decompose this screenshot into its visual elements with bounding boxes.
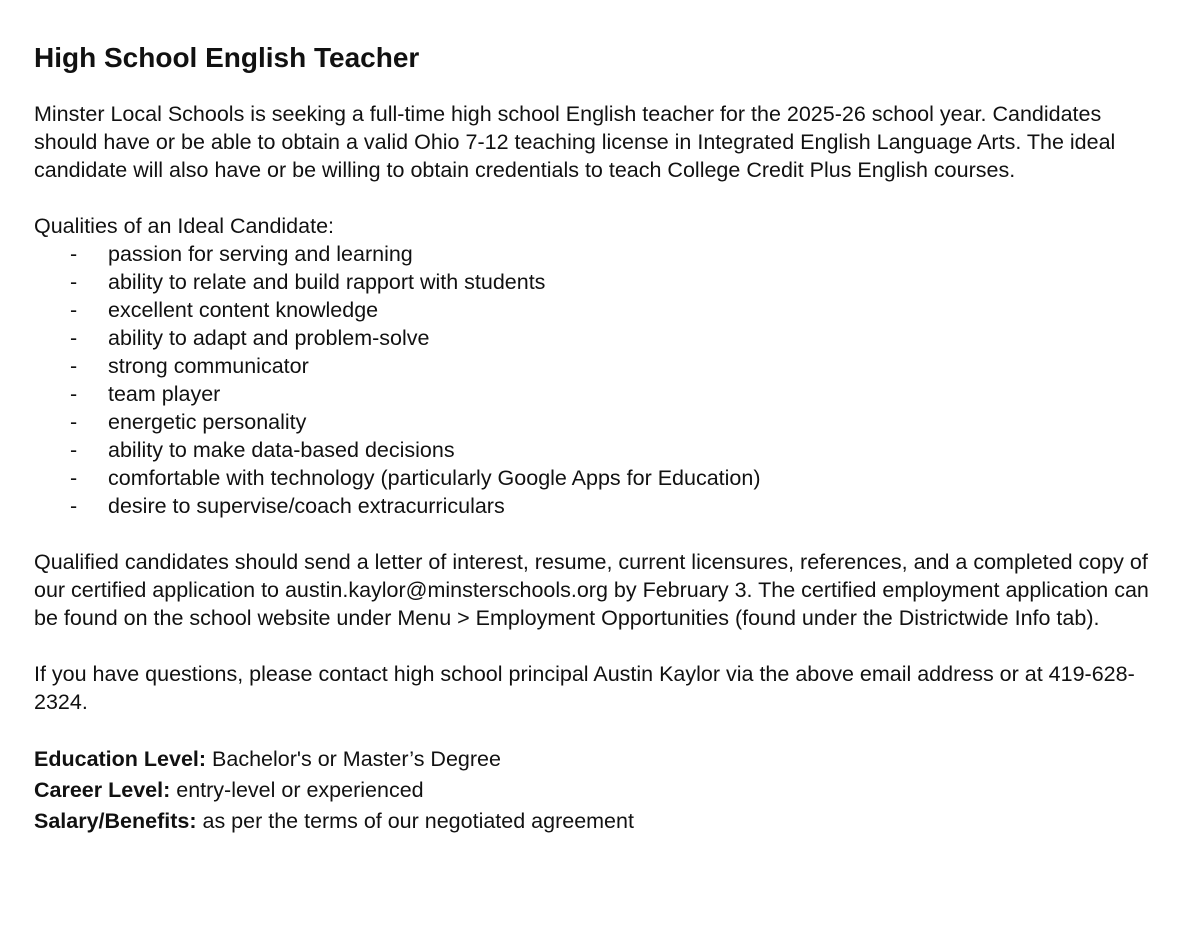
salary-benefits-row [34,806,1159,837]
qualities-heading: Qualities of an Ideal Candidate: [34,214,335,238]
salary-benefits-value: as per the terms of our negotiated agreement [202,809,634,833]
list-item-text: ability to make data-based decisions [108,438,455,462]
list-item-text: ability to relate and build rapport with students [108,270,546,294]
bullet-dash: - [70,326,78,350]
list-item [34,268,1159,296]
list-item [34,296,1159,324]
list-item-text: comfortable with technology (particularly Google Apps for Education) [108,466,761,490]
contact-paragraph: If you have questions, please contact high school principal Austin Kaylor via the above email address or at 419-628-2324. [34,662,1135,714]
list-item-text: ability to adapt and problem-solve [108,326,430,350]
list-item [34,464,1159,492]
bullet-dash: - [70,242,78,266]
bullet-dash: - [70,438,78,462]
career-level-row [34,775,1159,806]
list-item [34,380,1159,408]
education-level-value: Bachelor's or Master’s Degree [212,747,501,771]
list-item [34,492,1159,520]
list-item [34,324,1159,352]
education-level-label: Education Level: [34,747,207,771]
list-item-text: strong communicator [108,354,309,378]
list-item [34,408,1159,436]
bullet-dash: - [70,382,78,406]
bullet-dash: - [70,270,78,294]
list-item-text: passion for serving and learning [108,242,413,266]
application-instructions: Qualified candidates should send a letter of interest, resume, current licensures, references, and a completed copy of our certified application to austin.kaylor@minsterschools.org by February 3. The certified employment application can be found on the school website under Menu > Employment Opportunities (found under the Districtwide Info tab). [34,550,1149,630]
list-item [34,352,1159,380]
career-level-label: Career Level: [34,778,171,802]
job-details [34,744,1159,837]
page-title: High School English Teacher [34,42,420,73]
bullet-dash: - [70,354,78,378]
list-item-text: team player [108,382,221,406]
list-item-text: energetic personality [108,410,307,434]
list-item-text: desire to supervise/coach extracurriculars [108,494,505,518]
bullet-dash: - [70,410,78,434]
list-item-text: excellent content knowledge [108,298,379,322]
bullet-dash: - [70,466,78,490]
list-item [34,436,1159,464]
intro-paragraph: Minster Local Schools is seeking a full-time high school English teacher for the 2025-26 school year. Candidates should have or be able to obtain a valid Ohio 7-12 teaching license in Integrated English Language Arts. The ideal candidate will also have or be willing to obtain credentials to teach College Credit Plus English courses. [34,102,1116,182]
bullet-dash: - [70,494,78,518]
bullet-dash: - [70,298,78,322]
salary-benefits-label: Salary/Benefits: [34,809,197,833]
qualities-list [34,240,1159,520]
education-level-row [34,744,1159,775]
list-item [34,240,1159,268]
career-level-value: entry-level or experienced [176,778,424,802]
